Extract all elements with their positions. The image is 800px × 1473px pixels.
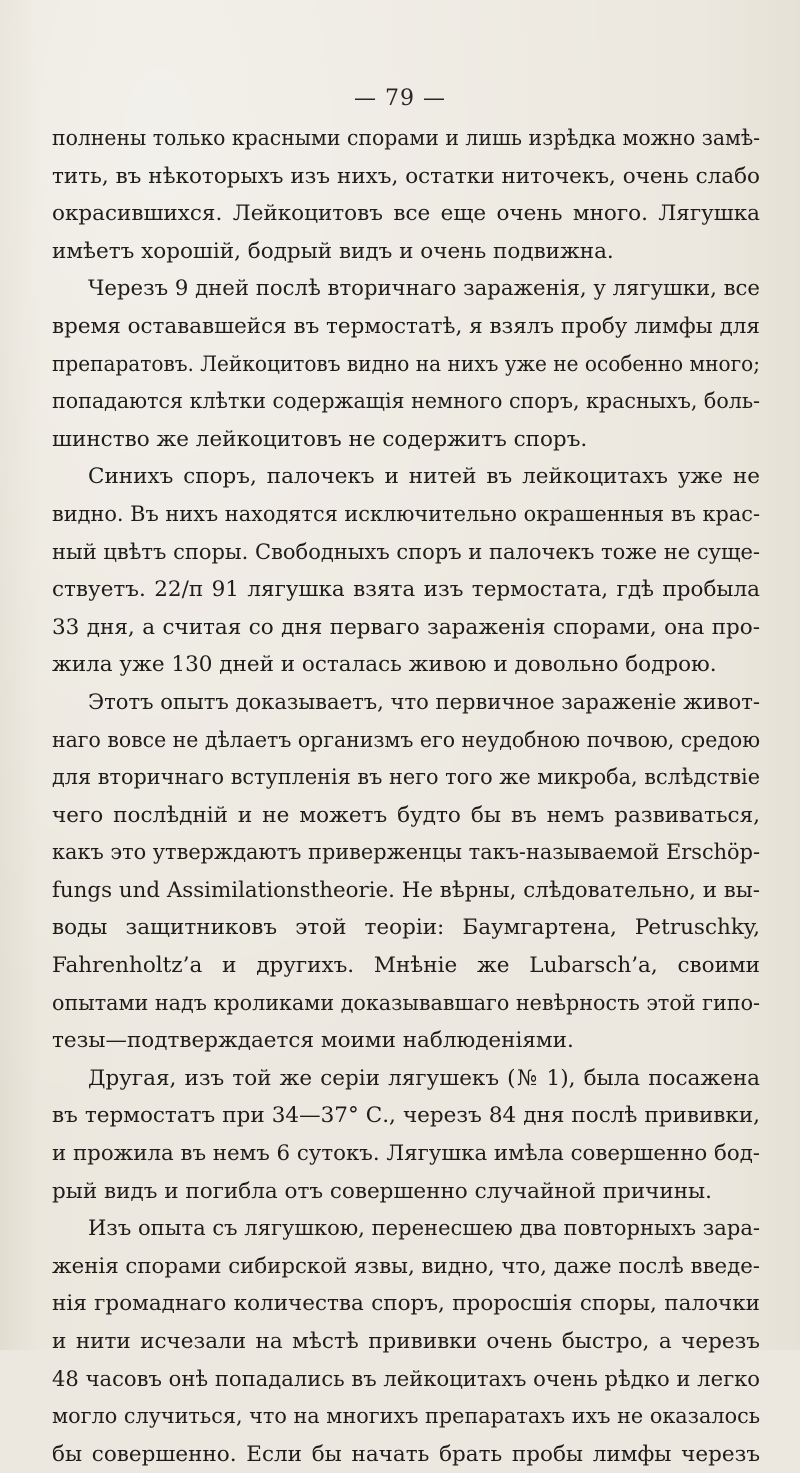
text-line: наго вовсе не дѣлаетъ организмъ его неудобною почвою, средою	[52, 727, 760, 753]
text-line: полнены только красными спорами и лишь изрѣдка можно замѣ-	[52, 126, 760, 151]
text-line: ствуетъ. 22/п 91 лягушка взята изъ термостата, гдѣ пробыла	[52, 577, 760, 603]
text-line: въ термостатъ при 34—37° С., черезъ 84 дня послѣ прививки,	[52, 1103, 760, 1129]
text-line: воды защитниковъ этой теоріи: Баумгартена, Petruschky,	[52, 915, 760, 941]
text-line: Изъ опыта съ лягушкою, перенесшею два повторныхъ зара-	[88, 1216, 760, 1242]
text-line: чего послѣдній и не можетъ будто бы въ немъ развиваться,	[52, 802, 760, 828]
text-line: Синихъ споръ, палочекъ и нитей въ лейкоцитахъ уже не	[88, 464, 760, 490]
text-line: опытами надъ кроликами доказывавшаго невѣрность этой гипо-	[52, 990, 760, 1016]
text-line: имѣетъ хорошій, бодрый видъ и очень подвижна.	[52, 238, 614, 264]
text-line: ный цвѣтъ споры. Свободныхъ споръ и палочекъ тоже не суще-	[52, 539, 760, 565]
text-line: видно. Въ нихъ находятся исключительно окрашенныя въ крас-	[52, 501, 760, 527]
text-line: fungs und Assimilationstheorie. Не вѣрны, слѣдовательно, и вы-	[52, 877, 760, 903]
page-number: — 79 —	[354, 86, 446, 111]
text-line: препаратовъ. Лейкоцитовъ видно на нихъ уже не особенно много;	[52, 351, 760, 377]
text-line: нія громаднаго количества споръ, проросшія споры, палочки	[52, 1291, 760, 1317]
text-line: жила уже 130 дней и осталась живою и довольно бодрою.	[52, 652, 717, 678]
text-line: шинство же лейкоцитовъ не содержитъ споръ.	[52, 426, 588, 452]
text-line: тезы—подтверждается моими наблюденіями.	[52, 1028, 574, 1054]
text-line: Черезъ 9 дней послѣ вторичнаго зараженія, у лягушки, все	[88, 276, 760, 302]
text-line: женія спорами сибирской язвы, видно, что, даже послѣ введе-	[52, 1253, 760, 1279]
text-line: могло случиться, что на многихъ препаратахъ ихъ не оказалось	[52, 1404, 760, 1430]
text-line: рый видъ и погибла отъ совершенно случайной причины.	[52, 1178, 712, 1204]
text-line: Другая, изъ той же серіи лягушекъ (№ 1), была посажена	[88, 1065, 760, 1091]
text-line: и нити исчезали на мѣстѣ прививки очень быстро, а черезъ	[52, 1329, 760, 1354]
text-line: попадаются клѣтки содержащія немного споръ, красныхъ, боль-	[52, 389, 760, 415]
text-line: Fahrenholtz’a и другихъ. Мнѣніе же Lubarsch’а, своими	[52, 953, 760, 979]
text-line: 33 дня, а считая со дня перваго зараженія спорами, она про-	[52, 614, 760, 640]
text-line: 48 часовъ онѣ попадались въ лейкоцитахъ очень рѣдко и легко	[52, 1366, 760, 1392]
text-line: и прожила въ немъ 6 сутокъ. Лягушка имѣла совершенно бод-	[52, 1141, 760, 1167]
text-line: время остававшейся въ термостатѣ, я взялъ пробу лимфы для	[52, 313, 760, 339]
text-line: какъ это утверждаютъ приверженцы такъ-называемой Erschöр-	[52, 840, 760, 866]
text-line: для вторичнаго вступленія въ него того же микроба, вслѣдствіе	[52, 765, 760, 791]
text-line: тить, въ нѣкоторыхъ изъ нихъ, остатки ниточекъ, очень слабо	[52, 163, 760, 189]
text-line: бы совершенно. Если бы начать брать пробы лимфы черезъ	[52, 1441, 760, 1467]
text-line: окрасившихся. Лейкоцитовъ все еще очень много. Лягушка	[52, 201, 760, 227]
text-line: Этотъ опытъ доказываетъ, что первичное зараженіе живот-	[88, 689, 760, 715]
body-text	[52, 120, 760, 1473]
